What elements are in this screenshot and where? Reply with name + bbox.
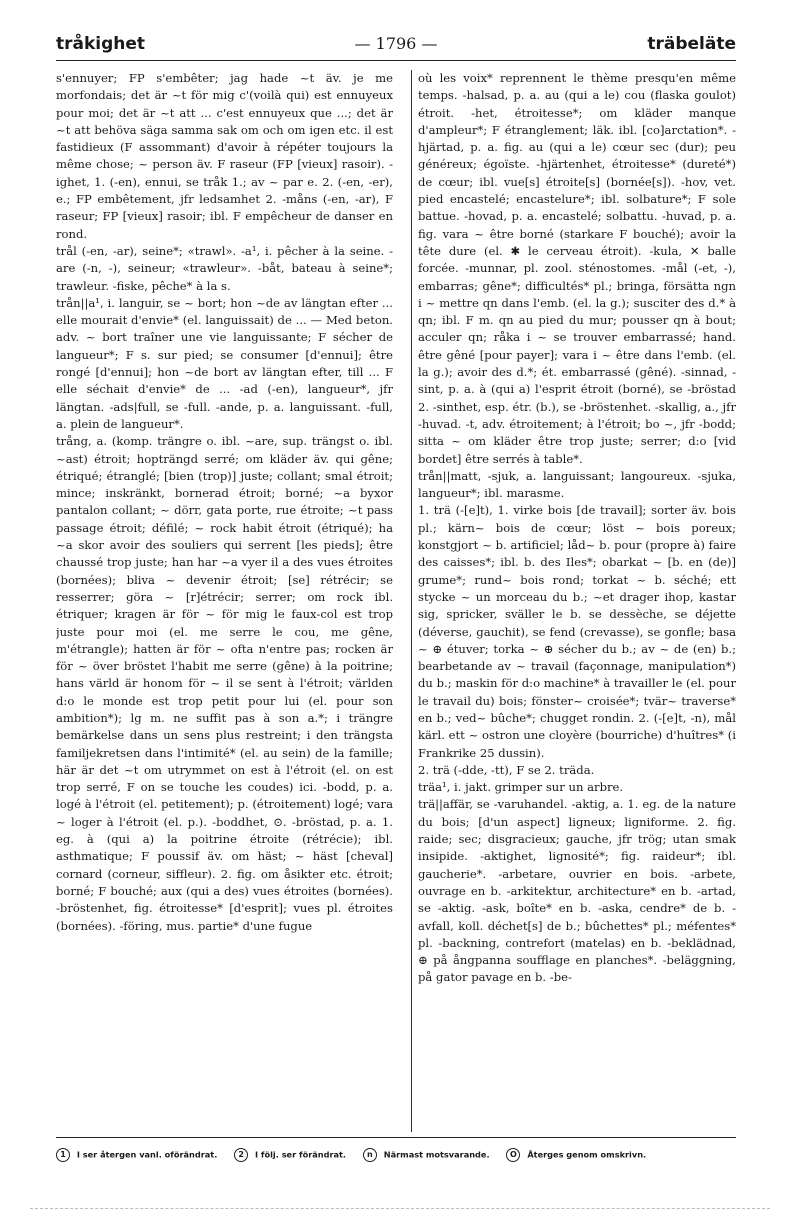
- dictionary-entry: trån||matt, -sjuk, a. languissant; langoureux. -sjuka, langueur*; ibl. marasme.: [418, 468, 736, 501]
- header-first-word: tråkighet: [56, 34, 146, 54]
- page-header: [56, 34, 736, 58]
- legend-text: Återges genom omskrivn.: [527, 1149, 647, 1160]
- page-edge-line: [30, 1208, 770, 1209]
- legend-text: I följ. ser förändrat.: [255, 1149, 347, 1160]
- legend-text: I ser återgen vanl. oförändrat.: [76, 1149, 218, 1160]
- circled-n-icon: n: [363, 1148, 377, 1162]
- dictionary-entry: trån||a¹, i. languir, se ~ bort; hon ~de av längtan efter ... elle mourait d'envie* (el. languissait) de ... — Med beton. adv. ~ bort traîner une vie languissante; F sécher de langueur*; F s. sur pied; se consumer [d'ennui]; être rongé [d'ennui]; hon ~de bort av längtan efter, till ... F elle séchait d'envie* de ... -ad (-en), langueur*, jfr längtan. -ads|full, se -full. -ande, p. a. languissant. -full, a. plein de langueur*.: [56, 295, 393, 431]
- right-column: [418, 70, 736, 1134]
- footer-rule: [56, 1137, 736, 1138]
- dictionary-entry: trång, a. (komp. trängre o. ibl. ~are, sup. trängst o. ibl. ~ast) étroit; hopträngd serré; om kläder äv. qui gêne; étriqué; étranglé; [bien (trop)] juste; collant; smal étroit; mince; inskränkt, bornerad étroit; borné; ~a byxor pantalon collant; ~ dörr, gata porte, rue étroite; ~t pass passage étroit; défilé; ~ rock habit étroit (étriqué); ha ~a skor avoir des souliers qui serrent [les pieds]; être chaussé trop juste; han har ~a vyer il a des vues étroites (bornées); bliva ~ devenir étroit; [se] rétrécir; se resserrer; göra ~ [r]étrécir; serrer; om rock ibl. étriquer; kragen är för ~ för mig le faux-col est trop juste pour moi (el. me serre le cou, me gêne, m'étrangle); hatten är för ~ ofta n'entre pas; rocken är för ~ över bröstet l'habit me serre (gêne) à la poitrine; hans värld är honom för ~ il se sent à l'étroit; världen d:o le monde est trop petit pour lui (el. pour son ambition*); lg m. ne suffit pas à son a.*; i trängre bemärkelse dans un sens plus restreint; i den trängsta familjekretsen dans l'intimité* (el. au sein) de la famille; här är det ~t om utrymmet on est à l'étroit (el. on est trop serré, F on se touche les coudes) ici. -bodd, p. a. logé à l'étroit (el. petitement); p. (étroitement) logé; vara ~ loger à l'étroit (el. p.). -boddhet, ⊙. -bröstad, p. a. 1. eg. à (qui a) la poitrine étroite (rétrécie); ibl. asthmatique; F poussif äv. om häst; ~ häst [cheval] cornard (corneur, siffleur). 2. fig. om åsikter etc. étroit; borné; F bouché; aux (qui a des) vues étroites (bornées). -bröstenhet, fig. étroitesse* [d'esprit]; vues pl. étroites (bornées). -föring, mus. partie* d'une fugue: [56, 434, 393, 933]
- column-divider: [411, 70, 412, 1132]
- legend-item: [56, 1148, 217, 1162]
- dictionary-entry: 1. trä (-[e]t), 1. virke bois [de travail]; sorter äv. bois pl.; kärn~ bois de cœur; löst ~ bois poreux; konstgjort ~ b. artificiel; låd~ b. pour (propre à) faire des caisses*; ibl. b. des Iles*; obarkat ~ [b. en (de)] grume*; rund~ bois rond; torkat ~ b. séché; ett stycke ~ un morceau du b.; ~et drager ihop, kastar sig, spricker, sväller le b. se dessèche, se déjette (déverse, gauchit), se fend (crevasse), se gonfle; basa ~ ⊕ étuver; torka ~ ⊕ sécher du b.; av ~ de (en) b.; bearbetande av ~ travail (façonnage, manipulation*) du b.; maskin för d:o machine* à travailler le (el. pour le travail du) bois; fönster~ croisée*; tvär~ traverse* en b.; ved~ bûche*; chugget rondin. 2. (-[e]t, -n), mål kärl. ett ~ ostron une cloyère (bourriche) d'huîtres* (i Frankrike 25 dussin).: [418, 503, 736, 760]
- left-column: [56, 70, 393, 1134]
- circled-o-icon: O: [506, 1148, 520, 1162]
- dictionary-entry: s'ennuyer; FP s'embêter; jag hade ~t äv. je me morfondais; det är ~t för mig c'(voilà qui) est ennuyeux pour moi; det är ~t att ... c'est ennuyeux que ...; det är ~t att behöva säga samma sak om och om igen etc. il est fastidieux (F assommant) d'avoir à répéter toujours la même chose; ~ person äv. F raseur (FP [vieux] rasoir). -ighet, 1. (-en), ennui, se tråk 1.; av ~ par e. 2. (-en, -er), e.; FP embêtement, jfr ledsamhet 2. -måns (-en, -ar), F raseur; FP [vieux] rasoir; ibl. F empêcheur de danser en rond.: [56, 71, 393, 241]
- page-number: — 1796 —: [354, 34, 438, 53]
- legend-item: [363, 1148, 490, 1162]
- dictionary-entry: 2. trä (-dde, -tt), F se 2. träda.: [418, 762, 595, 777]
- dictionary-entry: trä||affär, se -varuhandel. -aktig, a. 1. eg. de la nature du bois; [d'un aspect] ligneux; ligniforme. 2. fig. raide; sec; disgracieux; gauche, jfr trög; utan smak insipide. -aktighet, lignosité*; fig. raideur*; ibl. gaucherie*. -arbetare, ouvrier en bois. -arbete, ouvrage en b. -arkitektur, architecture* en b. -artad, se -aktig. -ask, boîte* en b. -aska, cendre* de b. -avfall, koll. déchet[s] de b.; bûchettes* pl.; méfentes* pl. -backning, contrefort (matelas) en b. -beklädnad, ⊕ på ångpanna soufflage en planches*. -beläggning, på gator pavage en b. -be-: [418, 797, 736, 985]
- header-rule: [56, 60, 736, 61]
- circled-1-icon: 1: [56, 1148, 70, 1162]
- legend-item: [506, 1148, 646, 1162]
- header-last-word: träbeläte: [647, 34, 736, 54]
- dictionary-entry: où les voix* reprennent le thème presqu'en même temps. -halsad, p. a. au (qui a le) cou (flaska goulot) étroit. -het, étroitesse*; om kläder manque d'ampleur*; F étranglement; läk. ibl. [co]arctation*. -hjärtad, p. a. fig. au (qui a le) cœur sec (dur); peu généreux; égoïste. -hjärtenhet, étroitesse* (dureté*) de cœur; ibl. vue[s] étroite[s] (bornée[s]). -hov, vet. pied encastelé; encastelure*; ibl. solbature*; F sole battue. -hovad, p. a. encastelé; solbattu. -huvad, p. a. fig. vara ~ être borné (starkare F bouché); avoir la tête dure (el. ✱ le cerveau étroit). -kula, ✕ balle forcée. -munnar, pl. zool. sténostomes. -mål (-et, -), embarras; gêne*; difficultés* pl.; bringa, försätta ngn i ~ mettre qn dans l'emb. (el. la g.); susciter des d.* à qn; ibl. F m. qn au pied du mur; pousser qn à bout; acculer qn; råka i ~ se trouver embarrassé; hand. être gêné [pour payer]; vara i ~ être dans l'emb. (el. la g.); avoir des d.*; ét. embarrassé (gêné). -sinnad, -sint, p. a. à (qui a) l'esprit étroit (borné), se -bröstad 2. -sinthet, esp. étr. (b.), se -bröstenhet. -skallig, a., jfr -huvad. -t, adv. étroitement; à l'étroit; bo ~, jfr -bodd; sitta ~ om kläder être trop juste; serrer; d:o [vid bordet] être serrés à table*.: [418, 71, 736, 466]
- legend-item: [234, 1148, 346, 1162]
- dictionary-entry: träa¹, i. jakt. grimper sur un arbre.: [418, 780, 624, 795]
- legend-text: Närmast motsvarande.: [383, 1149, 490, 1160]
- dictionary-entry: trål (-en, -ar), seine*; «trawl». -a¹, i. pêcher à la seine. -are (-n, -), seineur; «trawleur». -båt, bateau à seine*; trawleur. -fiske, pêche* à la s.: [56, 243, 393, 293]
- circled-2-icon: 2: [234, 1148, 248, 1162]
- symbol-legend: [56, 1148, 736, 1168]
